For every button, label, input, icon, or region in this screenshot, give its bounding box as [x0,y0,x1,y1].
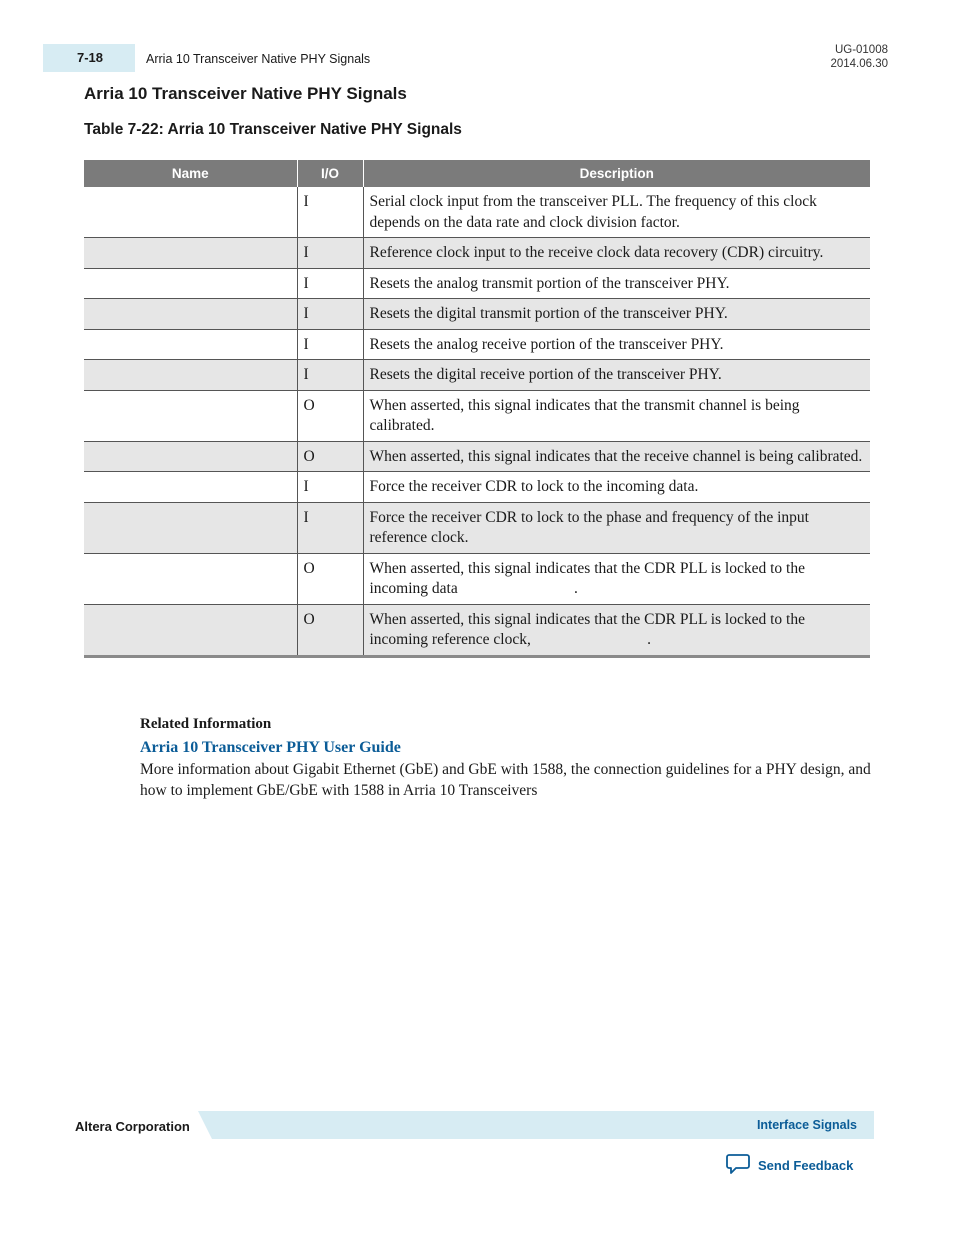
doc-date: 2014.06.30 [830,58,888,70]
signal-io: I [297,329,363,360]
send-feedback-label: Send Feedback [758,1158,854,1173]
signals-table [84,160,870,658]
signal-io: O [297,441,363,472]
running-title: Arria 10 Transceiver Native PHY Signals [146,52,371,66]
signal-description: Resets the digital transmit portion of the transceiver PHY. [363,299,870,330]
signal-name [84,360,297,391]
table-row [84,187,870,238]
table-header-row [84,160,870,187]
table-row [84,268,870,299]
related-information-text: More information about Gigabit Ethernet (GbE) and GbE with 1588, the connection guidelines for a PHY design, and how to implement GbE/GbE with 1588 in Arria 10 Transceivers [140,761,871,799]
section-title: Arria 10 Transceiver Native PHY Signals [84,84,407,103]
signal-description: When asserted, this signal indicates that the transmit channel is being calibrated. [363,390,870,441]
signal-description: When asserted, this signal indicates that the CDR PLL is locked to the incoming reference clock, . [363,604,870,656]
table-caption: Table 7-22: Arria 10 Transceiver Native PHY Signals [84,121,462,138]
signal-io: I [297,299,363,330]
signal-name [84,268,297,299]
related-information-heading: Related Information [140,716,272,732]
column-header-description: Description [363,160,870,187]
signal-name [84,604,297,656]
signal-description: When asserted, this signal indicates that the receive channel is being calibrated. [363,441,870,472]
signal-io: I [297,502,363,553]
signal-description: When asserted, this signal indicates that the CDR PLL is locked to the incoming data . [363,553,870,604]
signal-name [84,299,297,330]
signal-description: Force the receiver CDR to lock to the phase and frequency of the input reference clock. [363,502,870,553]
user-guide-link[interactable]: Arria 10 Transceiver PHY User Guide [140,739,401,756]
signal-io: O [297,553,363,604]
signal-description: Force the receiver CDR to lock to the incoming data. [363,472,870,503]
signal-io: I [297,268,363,299]
column-header-io: I/O [297,160,363,187]
table-row [84,604,870,656]
signal-description: Serial clock input from the transceiver PLL. The frequency of this clock depends on the data rate and clock division factor. [363,187,870,238]
table-row [84,238,870,269]
signal-description: Resets the analog transmit portion of the transceiver PHY. [363,268,870,299]
doc-id-block [830,43,888,71]
signal-io: O [297,604,363,656]
signal-name [84,238,297,269]
table-row [84,472,870,503]
send-feedback-button[interactable] [726,1153,853,1178]
footer-section-link[interactable]: Interface Signals [756,1118,857,1132]
signal-name [84,329,297,360]
table-row [84,299,870,330]
table-row [84,502,870,553]
table-row [84,329,870,360]
signal-description: Resets the digital receive portion of the transceiver PHY. [363,360,870,391]
signal-name [84,390,297,441]
signal-description: Resets the analog receive portion of the transceiver PHY. [363,329,870,360]
signal-io: O [297,390,363,441]
signal-io: I [297,472,363,503]
signal-io: I [297,360,363,391]
signal-name [84,553,297,604]
table-row [84,553,870,604]
speech-bubble-icon [726,1153,750,1178]
table-row [84,360,870,391]
table-row [84,441,870,472]
signal-description: Reference clock input to the receive clock data recovery (CDR) circuitry. [363,238,870,269]
signal-name [84,502,297,553]
signal-name [84,187,297,238]
column-header-name: Name [84,160,297,187]
table-row [84,390,870,441]
signal-name [84,441,297,472]
footer-corporation: Altera Corporation [75,1119,190,1134]
doc-id: UG-01008 [834,44,888,56]
signal-io: I [297,187,363,238]
signal-name [84,472,297,503]
page-number: 7-18 [77,50,104,65]
signal-io: I [297,238,363,269]
